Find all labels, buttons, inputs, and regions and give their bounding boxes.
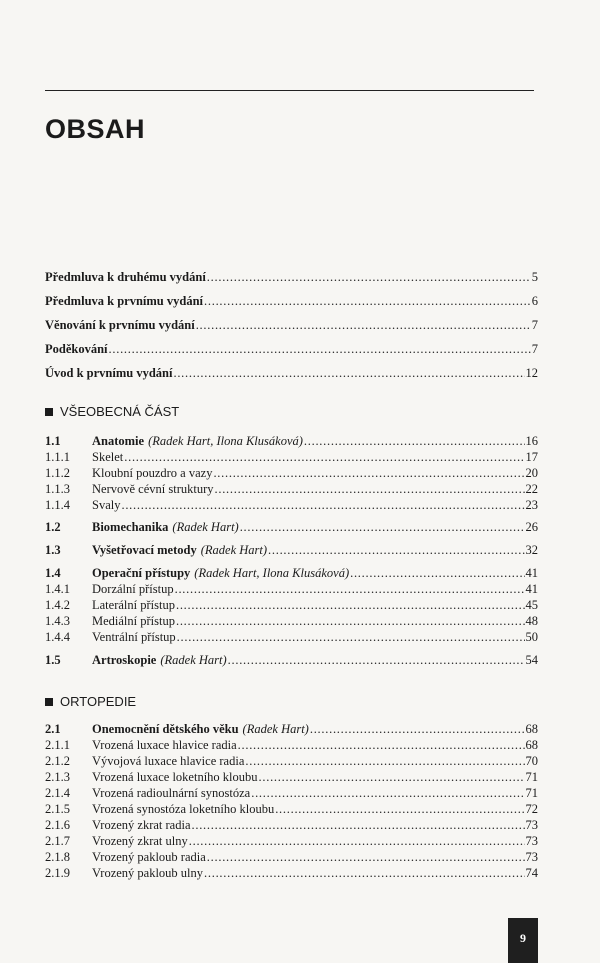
leader-dots [207,850,525,864]
toc-number: 2.1.7 [45,834,70,848]
toc-number: 2.1.6 [45,818,70,832]
leader-dots [310,722,525,736]
section-heading-label: VŠEOBECNÁ ČÁST [60,404,180,419]
toc-entry-page: 7 [531,318,538,332]
toc-chapter [45,543,538,557]
toc-entry-label: Předmluva k prvnímu vydání [45,294,204,308]
toc-subentry [45,450,538,464]
leader-dots [275,802,524,816]
toc-subentry [45,754,538,768]
toc-entry [45,318,538,332]
toc-entry-page: 68 [525,738,538,752]
toc-entry [45,342,538,356]
toc-entry-page: 73 [525,834,538,848]
toc-entry-label: Anatomie (Radek Hart, Ilona Klusáková) [92,434,303,448]
toc-entry [45,366,538,380]
toc-number: 2.1.8 [45,850,70,864]
toc-number: 1.5 [45,653,61,667]
leader-dots [245,754,524,768]
toc-entry-page: 71 [525,786,538,800]
toc-subentry [45,482,538,496]
toc-entry-page: 68 [525,722,538,736]
toc-chapter [45,520,538,534]
leader-dots [238,738,525,752]
leader-dots [124,450,524,464]
section-heading [45,404,179,419]
toc-entry-label: Operační přístupy (Radek Hart, Ilona Klusáková) [92,566,350,580]
toc-entry-label: Laterální přístup [92,598,175,612]
leader-dots [173,366,524,380]
toc-number: 1.1 [45,434,61,448]
toc-chapter [45,434,538,448]
toc-entry-label: Předmluva k druhému vydání [45,270,206,284]
toc-entry-label: Mediální přístup [92,614,175,628]
toc-number: 1.1.3 [45,482,70,496]
top-rule [45,90,534,91]
toc-chapter [45,653,538,667]
section-heading [45,694,136,709]
toc-subentry [45,614,538,628]
toc-number: 2.1.4 [45,786,70,800]
toc-number: 1.4.1 [45,582,70,596]
toc-number: 2.1.1 [45,738,70,752]
toc-number: 1.4.3 [45,614,70,628]
leader-dots [192,818,525,832]
toc-entry-page: 45 [525,598,538,612]
leader-dots [240,520,525,534]
toc-entry-label: Dorzální přístup [92,582,174,596]
toc-author: (Radek Hart) [160,653,227,667]
toc-entry-page: 73 [525,818,538,832]
toc-subentry [45,834,538,848]
toc-entry-page: 71 [525,770,538,784]
leader-dots [350,566,524,580]
toc-subentry [45,466,538,480]
toc-entry-page: 22 [525,482,538,496]
leader-dots [228,653,525,667]
leader-dots [177,630,525,644]
toc-entry-page: 16 [525,434,538,448]
toc-entry-page: 7 [531,342,538,356]
toc-entry-page: 41 [525,582,538,596]
toc-entry-label: Vyšetřovací metody (Radek Hart) [92,543,268,557]
toc-entry-page: 70 [525,754,538,768]
toc-author: (Radek Hart) [172,520,239,534]
leader-dots [204,866,524,880]
toc-entry-label: Vrozená radioulnární synostóza [92,786,251,800]
toc-number: 1.4 [45,566,61,580]
toc-author: (Radek Hart) [242,722,309,736]
toc-entry-page: 17 [525,450,538,464]
toc-entry-label: Poděkování [45,342,108,356]
toc-entry-label: Nervově cévní struktury [92,482,214,496]
toc-entry-page: 26 [525,520,538,534]
toc-subentry [45,498,538,512]
toc-subentry [45,786,538,800]
leader-dots [176,614,525,628]
section-heading-label: ORTOPEDIE [60,694,137,709]
toc-entry-page: 50 [525,630,538,644]
toc-number: 1.1.2 [45,466,70,480]
toc-author: (Radek Hart, Ilona Klusáková) [194,566,350,580]
toc-entry-label: Ventrální přístup [92,630,176,644]
toc-subentry [45,866,538,880]
leader-dots [251,786,524,800]
toc-entry-page: 72 [525,802,538,816]
toc-entry-label: Biomechanika (Radek Hart) [92,520,239,534]
toc-entry-page: 54 [525,653,538,667]
toc-subentry [45,802,538,816]
toc-subentry [45,850,538,864]
toc-entry-label: Vrozený pakloub ulny [92,866,204,880]
toc-number: 2.1 [45,722,61,736]
square-bullet-icon [45,698,53,706]
page-number-tab [508,918,538,963]
toc-entry-page: 5 [531,270,538,284]
toc-subentry [45,770,538,784]
toc-entry-page: 20 [525,466,538,480]
toc-subentry [45,738,538,752]
leader-dots [207,270,531,284]
toc-entry-label: Vrozený zkrat ulny [92,834,188,848]
toc-subentry [45,630,538,644]
toc-number: 1.4.4 [45,630,70,644]
toc-entry-page: 74 [525,866,538,880]
toc-author: (Radek Hart, Ilona Klusáková) [148,434,303,448]
toc-chapter [45,566,538,580]
toc-entry-page: 41 [525,566,538,580]
toc-entry-label: Vývojová luxace hlavice radia [92,754,245,768]
toc-entry [45,294,538,308]
toc-entry-label: Úvod k prvnímu vydání [45,366,173,380]
toc-entry-page: 23 [525,498,538,512]
toc-number: 1.1.1 [45,450,70,464]
toc-entry-label: Skelet [92,450,124,464]
leader-dots [304,434,525,448]
page-title: OBSAH [45,114,146,144]
square-bullet-icon [45,408,53,416]
toc-entry-label: Svaly [92,498,121,512]
toc-subentry [45,818,538,832]
toc-chapter [45,722,538,736]
toc-author: (Radek Hart) [200,543,268,557]
toc-entry-page: 73 [525,850,538,864]
toc-number: 1.3 [45,543,61,557]
toc-entry-label: Vrozená synostóza loketního kloubu [92,802,275,816]
leader-dots [175,582,525,596]
toc-entry-label: Věnování k prvnímu vydání [45,318,195,332]
toc-number: 2.1.9 [45,866,70,880]
toc-entry-page: 12 [525,366,538,380]
toc-entry-label: Artroskopie (Radek Hart) [92,653,227,667]
leader-dots [176,598,525,612]
leader-dots [268,543,524,557]
toc-subentry [45,582,538,596]
toc-entry-page: 48 [525,614,538,628]
toc-entry-label: Kloubní pouzdro a vazy [92,466,213,480]
leader-dots [109,342,531,356]
leader-dots [259,770,525,784]
toc-entry-page: 32 [525,543,538,557]
leader-dots [189,834,525,848]
toc-number: 1.4.2 [45,598,70,612]
toc-number: 2.1.2 [45,754,70,768]
toc-entry-label: Vrozená luxace loketního kloubu [92,770,258,784]
toc-entry [45,270,538,284]
toc-entry-label: Vrozená luxace hlavice radia [92,738,237,752]
toc-entry-label: Vrozený pakloub radia [92,850,206,864]
toc-number: 2.1.3 [45,770,70,784]
toc-number: 1.2 [45,520,61,534]
toc-subentry [45,598,538,612]
toc-entry-label: Vrozený zkrat radia [92,818,191,832]
leader-dots [215,482,525,496]
toc-number: 1.1.4 [45,498,70,512]
toc-number: 2.1.5 [45,802,70,816]
toc-entry-label: Onemocnění dětského věku (Radek Hart) [92,722,309,736]
page-number: 9 [520,931,526,945]
toc-entry-page: 6 [531,294,538,308]
leader-dots [204,294,531,308]
leader-dots [196,318,531,332]
leader-dots [121,498,524,512]
leader-dots [213,466,524,480]
